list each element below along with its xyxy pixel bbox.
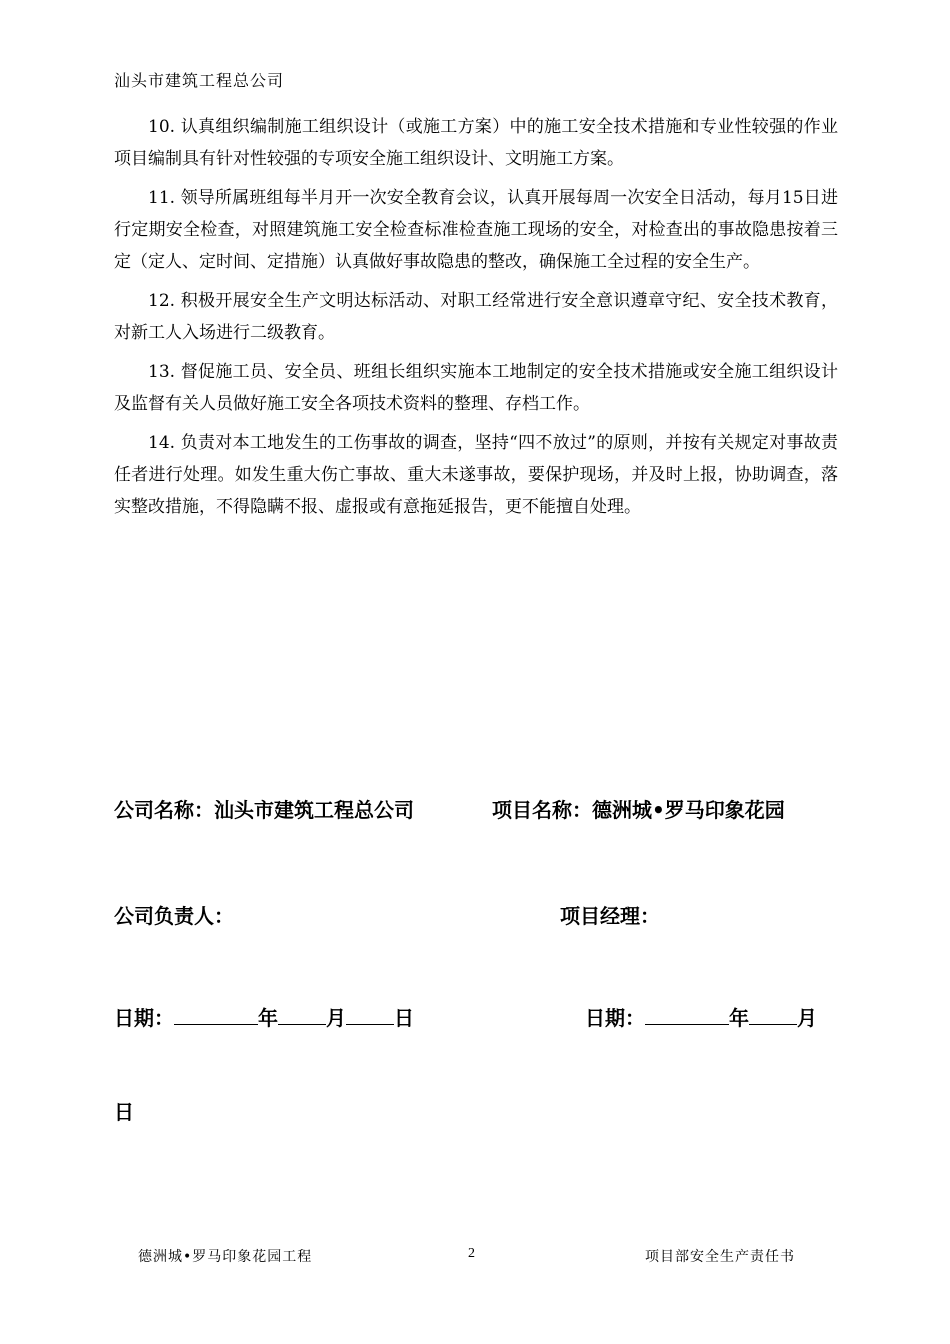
date-label: 日期： (114, 1006, 174, 1030)
project-date-day-label: 日 (114, 1100, 134, 1124)
clause-13: 13. 督促施工员、安全员、班组长组织实施本工地制定的安全技术措施或安全施工组织设计及监督有关人员做好施工安全各项技术资料的整理、存档工作。 (114, 362, 838, 414)
clause-14: 14. 负责对本工地发生的工伤事故的调查，坚持“四不放过”的原则，并按有关规定对事故责任者进行处理。如发生重大伤亡事故、重大未遂事故，要保护现场，并及时上报，协助调查，落实整改措施，不得隐瞒不报、虚报或有意拖延报告，更不能擅自处理。 (114, 433, 838, 517)
page-number: 2 (468, 1246, 475, 1261)
company-date-line (114, 1002, 414, 1031)
company-name-label: 公司名称：汕头市建筑工程总公司 (114, 798, 414, 822)
month-blank[interactable] (749, 1004, 797, 1025)
clause-11: 11. 领导所属班组每半月开一次安全教育会议，认真开展每周一次安全日活动，每月15日进行定期安全检查，对照建筑施工安全检查标准检查施工现场的安全，对检查出的事故隐患按着三定（定人、定时间、定措施）认真做好事故隐患的整改，确保施工全过程的安全生产。 (114, 188, 838, 272)
clause-10: 10. 认真组织编制施工组织设计（或施工方案）中的施工安全技术措施和专业性较强的作业项目编制具有针对性较强的专项安全施工组织设计、文明施工方案。 (114, 117, 838, 169)
year-blank[interactable] (645, 1004, 729, 1025)
responsibility-clauses (114, 111, 838, 530)
footer-project-title: 德洲城•罗马印象花园工程 (138, 1249, 313, 1265)
year-blank[interactable] (174, 1004, 258, 1025)
project-manager-label: 项目经理： (560, 904, 660, 928)
year-label: 年 (258, 1006, 278, 1030)
day-blank[interactable] (346, 1004, 394, 1025)
page-header-company: 汕头市建筑工程总公司 (114, 71, 285, 90)
footer-document-title: 项目部安全生产责任书 (645, 1249, 795, 1265)
year-label: 年 (729, 1006, 749, 1030)
company-head-label: 公司负责人： (114, 904, 234, 928)
month-label: 月 (326, 1006, 346, 1030)
clause-12: 12. 积极开展安全生产文明达标活动、对职工经常进行安全意识遵章守纪、安全技术教育，对新工人入场进行二级教育。 (114, 291, 838, 343)
project-name-label: 项目名称：德洲城•罗马印象花园 (492, 798, 785, 822)
month-label: 月 (797, 1006, 817, 1030)
month-blank[interactable] (278, 1004, 326, 1025)
project-date-line (585, 1002, 817, 1031)
date-label: 日期： (585, 1006, 645, 1030)
day-label: 日 (394, 1006, 414, 1030)
